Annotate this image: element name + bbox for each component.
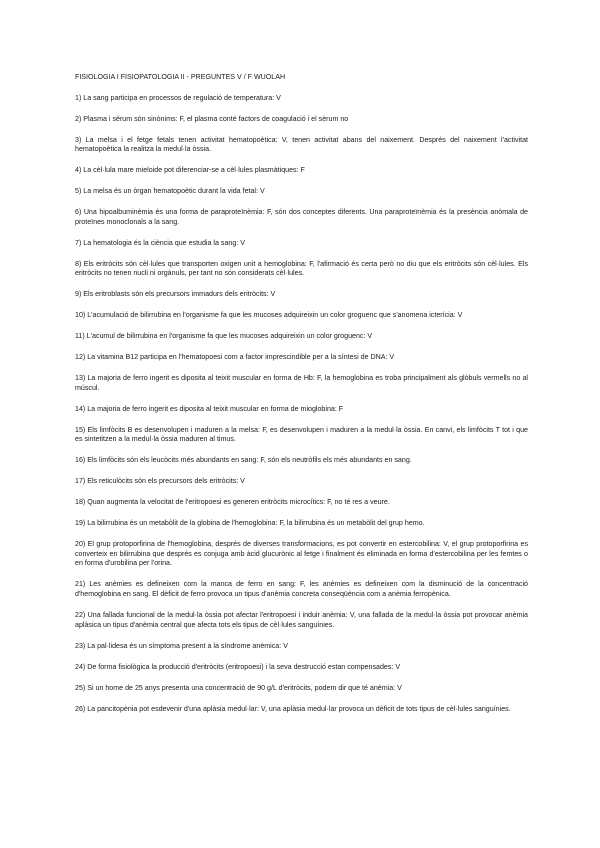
question-item: 9) Els eritroblasts són els precursors immadurs dels eritròcits: V [75, 290, 276, 299]
question-list [75, 94, 528, 715]
question-item: 17) Els reticulòcits són els precursors dels eritròcits: V [75, 477, 245, 486]
question-item: 23) La pal·lidesa és un símptoma present a la síndrome anèmica: V [75, 641, 288, 650]
question-item: 5) La melsa és un òrgan hematopoètic durant la vida fetal: V [75, 187, 265, 196]
question-item: 10) L'acumulació de bilirrubina en l'organisme fa que les mucoses adquireixin un color groguenc que s'anomena icterícia: V [75, 311, 463, 320]
question-item: 8) Els eritròcits són cèl·lules que transporten oxigen unit a hemoglobina: F, l'afirmació és certa però no diu que els eritròcits són cèl·lules. Els eritròcits no tenen nucli ni orgànuls, per tant no són considerats cèl·lules. [75, 259, 528, 278]
question-item: 22) Una fallada funcional de la medul·la òssia pot afectar l'eritropoesi i induir anèmia: V, una fallada de la medul·la òssia pot provocar anèmia aplàsica un tipus d'anèmia central que afecta tots els tipus de cèl·lules sanguínies. [75, 611, 528, 629]
question-item: 4) La cèl·lula mare mieloide pot diferenciar-se a cèl·lules plasmàtiques: F [75, 166, 305, 175]
question-item: 6) Una hipoalbuminèmia és una forma de paraproteïnèmia: F, són dos conceptes diferents. Una paraproteïnèmia és la presència anòmala de proteïnes monoclonals a la sang. [75, 208, 528, 226]
question-item: 14) La majoria de ferro ingerit es diposita al teixit muscular en forma de mioglobina: F [75, 404, 344, 413]
question-item: 13) La majoria de ferro ingerit es diposita al teixit muscular en forma de Hb: F, la hemoglobina es troba principalment als glòbuls vermells no al múscul. [75, 374, 528, 392]
question-item: 11) L'acumul de bilirrubina en l'organisme fa que les mucoses adquireixin un color groguenc: V [75, 332, 373, 341]
question-item: 1) La sang participa en processos de regulació de temperatura: V [75, 93, 281, 102]
question-item: 25) Si un home de 25 anys presenta una concentració de 90 g/L d'eritròcits, podem dir que té anèmia: V [75, 683, 402, 692]
document-title: FISIOLOGIA I FISIOPATOLOGIA II - PREGUNTES V / F WUOLAH [75, 73, 286, 81]
question-item: 18) Quan augmenta la velocitat de l'eritropoesi es generen eritròcits microcítics: F, no té res a veure. [75, 498, 390, 507]
question-item: 20) El grup protoporfirina de l'hemoglobina, després de diverses transformacions, es pot convertir en estercobilina: V, el grup protoporfirina es converteix en bilirrubina que després es conjuga amb àcid glucurònic al fetge i finalment és eliminada en forma d'estercobilina per les femtes o en forma d'urobilina per l'orina. [75, 540, 528, 568]
question-item: 19) La bilirrubina és un metabòlit de la globina de l'hemoglobina: F, la bilirrubina és un metabòlit del grup hemo. [75, 519, 425, 528]
question-item: 2) Plasma i sèrum són sinònims: F, el plasma conté factors de coagulació i el sèrum no [75, 114, 349, 123]
question-item: 21) Les anèmies es defineixen com la manca de ferro en sang: F, les anèmies es defineixen com la disminució de la concentració d'hemoglobina en sang. El dèficit de ferro provoca un tipus d'anèmia concreta conseqüència com a anèmia ferropènica. [75, 580, 528, 599]
question-item: 3) La melsa i el fetge fetals tenen activitat hematopoètica: V, tenen activitat abans del naixement. Després del naixement l'activitat hematopoètica la realitza la medul·la òssia. [75, 135, 528, 154]
question-item: 15) Els limfòcits B es desenvolupen i maduren a la melsa: F, es desenvolupen i maduren a la medul·la òssia. En canvi, els limfòcits T tot i que es sintetitzen a la medul·la òssia maduren al timus. [75, 425, 528, 444]
question-item: 26) La pancitopènia pot esdevenir d'una aplàsia medul·lar: V, una aplàsia medul·lar provoca un dèficit de tots tipus de cèl·lules sanguínies. [75, 704, 511, 713]
question-item: 16) Els limfòcits són els leucòcits més abundants en sang: F, són els neutròfils els més abundants en sang. [75, 456, 412, 465]
question-item: 24) De forma fisiològica la producció d'eritròcits (eritropoesi) i la seva destrucció estan compensades: V [75, 662, 401, 671]
question-item: 7) La hematologia és la ciència que estudia la sang: V [75, 238, 245, 247]
question-item: 12) La vitamina B12 participa en l'hematopoesi com a factor imprescindible per a la síntesi de DNA: V [75, 353, 395, 362]
document-page [75, 73, 528, 726]
